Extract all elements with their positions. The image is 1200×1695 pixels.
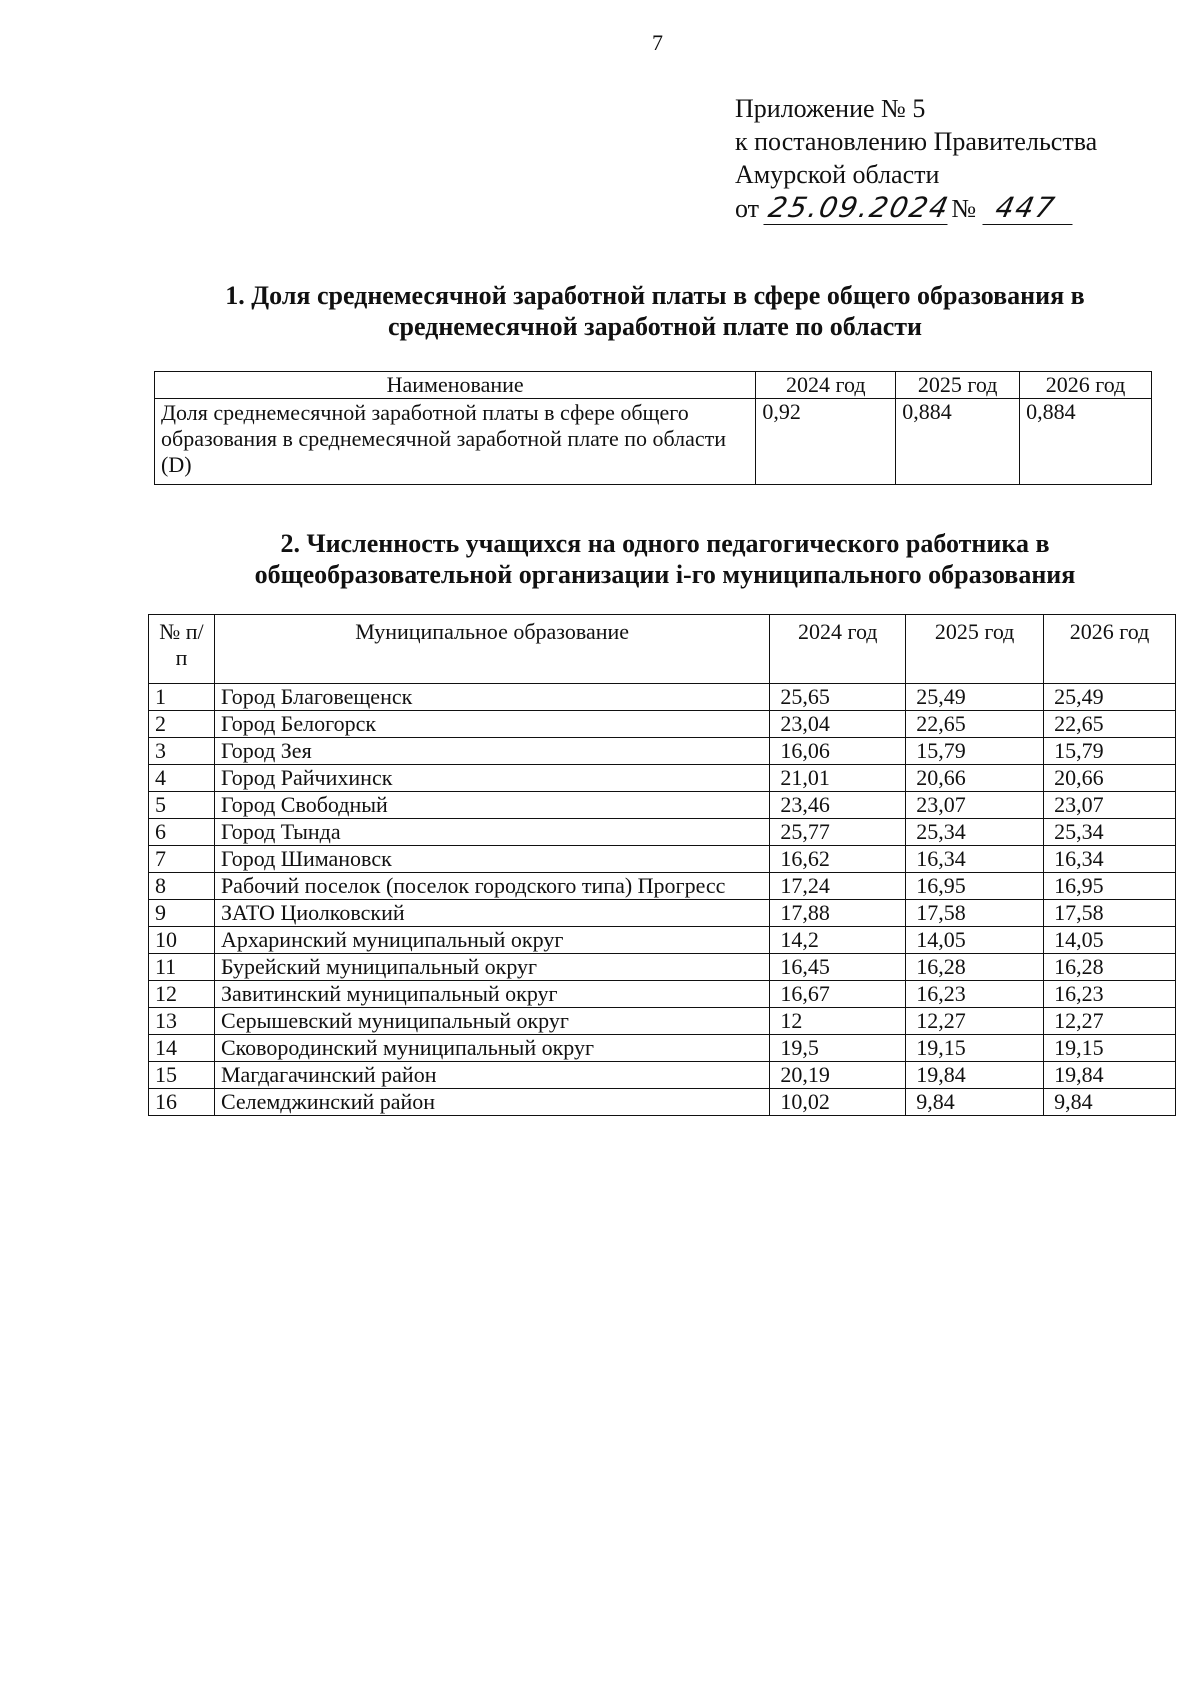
indicator-name: Доля среднемесячной заработной платы в сфере общего образования в среднемесячной заработной плате по области (D): [155, 399, 756, 485]
row-number: 12: [149, 981, 215, 1008]
value-2025: 19,15: [906, 1035, 1044, 1062]
col-2026-header: 2026 год: [1020, 372, 1152, 399]
municipality-name: Город Благовещенск: [214, 684, 769, 711]
table-row: [149, 1089, 1176, 1116]
row-number: 1: [149, 684, 215, 711]
section1-header-row: [155, 372, 1152, 399]
value-2024: 16,67: [770, 981, 906, 1008]
municipality-name: Бурейский муниципальный округ: [214, 954, 769, 981]
municipality-name: Завитинский муниципальный округ: [214, 981, 769, 1008]
municipality-name: Магдагачинский район: [214, 1062, 769, 1089]
value-2024: 10,02: [770, 1089, 906, 1116]
value-2026: 25,49: [1044, 684, 1176, 711]
section2-header-row: [149, 615, 1176, 684]
value-2025: 23,07: [906, 792, 1044, 819]
table-row: [149, 1008, 1176, 1035]
value-2024: 12: [770, 1008, 906, 1035]
value-2024: 17,88: [770, 900, 906, 927]
municipality-name: Город Тында: [214, 819, 769, 846]
table-row: [149, 1062, 1176, 1089]
value-2025: 19,84: [906, 1062, 1044, 1089]
value-2025: 9,84: [906, 1089, 1044, 1116]
section1-table: [154, 371, 1152, 485]
value-2025: 14,05: [906, 927, 1044, 954]
table-row: [149, 684, 1176, 711]
value-2024: 23,04: [770, 711, 906, 738]
value-2024: 17,24: [770, 873, 906, 900]
value-2026: 0,884: [1020, 399, 1152, 485]
value-2026: 22,65: [1044, 711, 1176, 738]
value-2025: 16,23: [906, 981, 1044, 1008]
value-2025: 12,27: [906, 1008, 1044, 1035]
value-2026: 16,23: [1044, 981, 1176, 1008]
col-2024-header: 2024 год: [770, 615, 906, 684]
value-2025: 25,49: [906, 684, 1044, 711]
value-2026: 16,34: [1044, 846, 1176, 873]
col-2025-header: 2025 год: [896, 372, 1020, 399]
value-2024: 14,2: [770, 927, 906, 954]
table-row: [149, 954, 1176, 981]
value-2026: 25,34: [1044, 819, 1176, 846]
page-number: 7: [652, 30, 663, 55]
value-2024: 16,45: [770, 954, 906, 981]
table-row: [149, 1035, 1176, 1062]
value-2025: 20,66: [906, 765, 1044, 792]
municipality-name: Серышевский муниципальный округ: [214, 1008, 769, 1035]
value-2025: 0,884: [896, 399, 1020, 485]
section2-table-body: [149, 684, 1176, 1116]
appendix-date-row: [735, 191, 1097, 225]
section2-table: [148, 614, 1176, 1116]
value-2026: 20,66: [1044, 765, 1176, 792]
table-row: [149, 981, 1176, 1008]
col-2024-header: 2024 год: [756, 372, 896, 399]
value-2026: 15,79: [1044, 738, 1176, 765]
col-2025-header: 2025 год: [906, 615, 1044, 684]
municipality-name: ЗАТО Циолковский: [214, 900, 769, 927]
section1-title: 1. Доля среднемесячной заработной платы в сфере общего образования в среднемесячной заработной плате по области: [225, 281, 1085, 341]
value-2025: 25,34: [906, 819, 1044, 846]
col-2026-header: 2026 год: [1044, 615, 1176, 684]
table-row: [149, 792, 1176, 819]
row-number: 2: [149, 711, 215, 738]
value-2025: 17,58: [906, 900, 1044, 927]
row-number: 7: [149, 846, 215, 873]
table-row: [149, 927, 1176, 954]
municipality-name: Город Белогорск: [214, 711, 769, 738]
row-number: 16: [149, 1089, 215, 1116]
table-row: [149, 765, 1176, 792]
row-number: 10: [149, 927, 215, 954]
value-2024: 16,06: [770, 738, 906, 765]
row-number: 3: [149, 738, 215, 765]
municipality-name: Город Райчихинск: [214, 765, 769, 792]
row-number: 14: [149, 1035, 215, 1062]
col-municipality-header: Муниципальное образование: [214, 615, 769, 684]
col-name-header: Наименование: [155, 372, 756, 399]
table-row: [149, 738, 1176, 765]
table-row: [149, 900, 1176, 927]
date-prefix: от: [735, 194, 760, 223]
row-number: 13: [149, 1008, 215, 1035]
municipality-name: Город Шимановск: [214, 846, 769, 873]
value-2026: 17,58: [1044, 900, 1176, 927]
value-2026: 16,95: [1044, 873, 1176, 900]
row-number: 15: [149, 1062, 215, 1089]
value-2024: 16,62: [770, 846, 906, 873]
value-2024: 23,46: [770, 792, 906, 819]
row-number: 5: [149, 792, 215, 819]
row-number: 4: [149, 765, 215, 792]
value-2024: 25,77: [770, 819, 906, 846]
row-number: 8: [149, 873, 215, 900]
appendix-block: [735, 92, 1097, 225]
row-number: 6: [149, 819, 215, 846]
section2-title: 2. Численность учащихся на одного педагогического работника в общеобразовательной организации i-го муниципального образования: [254, 529, 1076, 589]
value-2026: 9,84: [1044, 1089, 1176, 1116]
municipality-name: Рабочий поселок (поселок городского типа) Прогресс: [214, 873, 769, 900]
value-2024: 20,19: [770, 1062, 906, 1089]
municipality-name: Селемджинский район: [214, 1089, 769, 1116]
appendix-line-1: Приложение № 5: [735, 94, 926, 123]
value-2024: 21,01: [770, 765, 906, 792]
municipality-name: Сковородинский муниципальный округ: [214, 1035, 769, 1062]
handwritten-number: 447: [983, 191, 1080, 225]
number-sign: №: [951, 194, 977, 223]
value-2024: 19,5: [770, 1035, 906, 1062]
value-2025: 16,34: [906, 846, 1044, 873]
value-2025: 16,95: [906, 873, 1044, 900]
row-number: 11: [149, 954, 215, 981]
table-row: [149, 711, 1176, 738]
value-2026: 14,05: [1044, 927, 1176, 954]
value-2026: 19,15: [1044, 1035, 1176, 1062]
value-2025: 15,79: [906, 738, 1044, 765]
municipality-name: Город Зея: [214, 738, 769, 765]
value-2024: 0,92: [756, 399, 896, 485]
appendix-line-3: Амурской области: [735, 160, 940, 189]
value-2026: 16,28: [1044, 954, 1176, 981]
municipality-name: Город Свободный: [214, 792, 769, 819]
table-row: [149, 873, 1176, 900]
col-number-header: № п/п: [149, 615, 215, 684]
value-2025: 16,28: [906, 954, 1044, 981]
table-row: [149, 819, 1176, 846]
value-2025: 22,65: [906, 711, 1044, 738]
value-2026: 12,27: [1044, 1008, 1176, 1035]
row-number: 9: [149, 900, 215, 927]
municipality-name: Архаринский муниципальный округ: [214, 927, 769, 954]
table-row: [149, 846, 1176, 873]
appendix-line-2: к постановлению Правительства: [735, 127, 1098, 156]
value-2026: 19,84: [1044, 1062, 1176, 1089]
section1-data-row: [155, 399, 1152, 485]
handwritten-date: 25.09.2024: [763, 191, 955, 225]
value-2026: 23,07: [1044, 792, 1176, 819]
value-2024: 25,65: [770, 684, 906, 711]
